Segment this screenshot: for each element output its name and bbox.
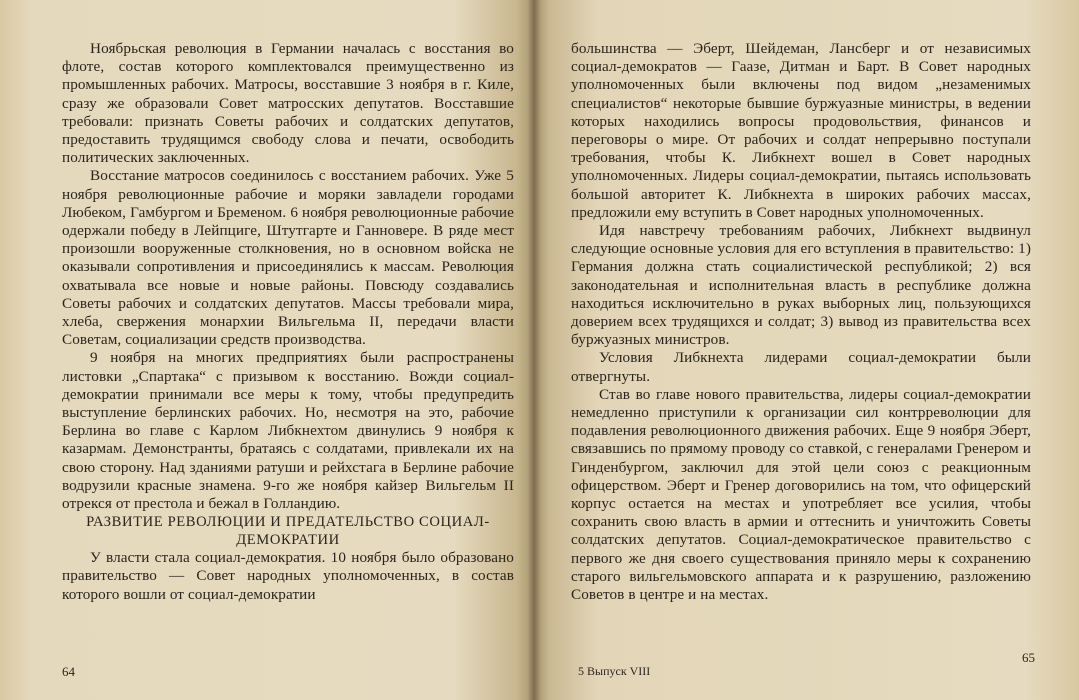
paragraph: Восстание матросов соединилось с восстанием рабочих. Уже 5 ноября революционные рабочие и моряки завладели городами Любеком, Гамбургом и Бременом. 6 ноября революционные рабочие одержали победу в Лейпциге, Штутгарте и Ганновере. В ряде мест произошли вооруженные столкновения, но в основном войска не оказывали сопротивления и присоединялись к массам. Революция охватывала все новые и новые районы. Повсюду создавались Советы рабочих и солдатских депутатов. Массы требовали мира, хлеба, свержения монархии Вильгельма II, передачи власти Советам, социализации средств производства.	[62, 167, 514, 349]
page-number: 64	[62, 664, 75, 679]
printer-signature: 5 Выпуск VIII	[578, 664, 651, 678]
paragraph: У власти стала социал-демократия. 10 ноября было образовано правительство — Совет народных уполномоченных, в состав которого вошли от социал-демократии	[62, 549, 514, 603]
paragraph: Ноябрьская революция в Германии началась с восстания во флоте, состав которого комплектовался преимущественно из промышленных рабочих. Матросы, восставшие 3 ноября в г. Киле, сразу же образовали Совет матросских депутатов. Восставшие требовали: признать Советы рабочих и солдатских депутатов, предоставить трудящимся свободу слова и печати, освободить политических заключенных.	[62, 40, 514, 167]
section-heading: РАЗВИТИЕ РЕВОЛЮЦИИ И ПРЕДАТЕЛЬСТВО СОЦИАЛ-ДЕМОКРАТИИ	[86, 514, 490, 549]
book-gutter	[527, 0, 541, 700]
paragraph: 9 ноября на многих предприятиях были распространены листовки „Спартака“ с призывом к восстанию. Вожди социал-демократии принимали все меры к тому, чтобы предупредить выступление берлинских рабочих. Но, несмотря на это, рабочие Берлина во главе с Карлом Либкнехтом двинулись 9 ноября к казармам. Демонстранты, братаясь с солдатами, привлекали их на свою сторону. Над зданиями ратуши и рейхстага в Берлине рабочие водрузили красные знамена. 9-го же ноября кайзер Вильгельм II отрекся от престола и бежал в Голландию.	[62, 349, 514, 513]
paragraph: Условия Либкнехта лидерами социал-демократии были отвергнуты.	[571, 349, 1031, 385]
paragraph: Идя навстречу требованиям рабочих, Либкнехт выдвинул следующие основные условия для его вступления в правительство: 1) Германия должна стать социалистической республикой; 2) вся законодательная и исполнительная власть в республике должна находиться исключительно в руках выборных лиц, пользующихся доверием всех трудящихся и солдат; 3) вывод из правительства всех буржуазных министров.	[571, 222, 1031, 349]
paragraph: большинства — Эберт, Шейдеман, Лансберг и от независимых социал-демократов — Гаазе, Дитман и Барт. В Совет народных уполномоченных были включены под видом „незаменимых специалистов“ некоторые бывшие буржуазные министры, в ведении которых находились вопросы продовольствия, финансов и переговоры о мире. От рабочих и солдат непрерывно поступали требования, чтобы К. Либкнехт вошел в Совет народных уполномоченных. Лидеры социал-демократии, пытаясь использовать большой авторитет К. Либкнехта в широких рабочих массах, предложили ему вступить в Совет народных уполномоченных.	[571, 40, 1031, 221]
right-page-text	[571, 40, 1031, 604]
paragraph: Став во главе нового правительства, лидеры социал-демократии немедленно приступили к организации сил контрреволюции для подавления революционного движения рабочих. Еще 9 ноября Эберт, связавшись по прямому проводу со ставкой, с генералами Гренером и Гинденбургом, заключил для этой цели союз с реакционным офицерством. Эберт и Гренер договорились на том, что офицерский корпус остается на местах и употребляет все усилия, чтобы сохранить свою власть в армии и оттеснить и уничтожить Советы солдатских депутатов. Социал-демократическое правительство с первого же дня своего существования приняло меры к сохранению старого вильгельмовского аппарата и к разрушению, разложению Советов в центре и на местах.	[571, 385, 1031, 604]
left-page-text	[62, 40, 514, 604]
page-number: 65	[1022, 650, 1035, 665]
